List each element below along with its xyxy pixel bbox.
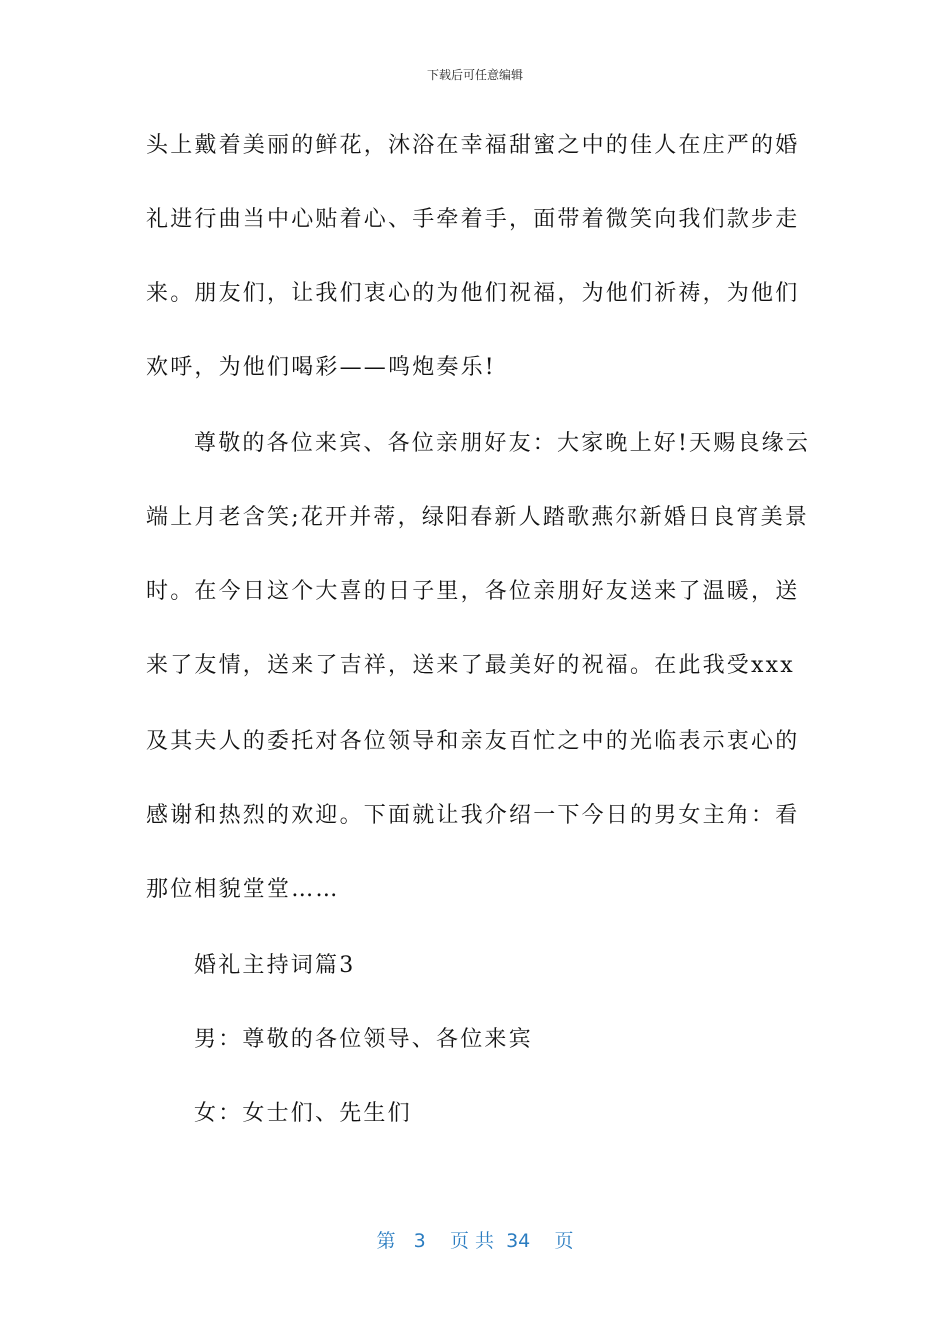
text-line: 端上月老含笑;花开并蒂，绿阳春新人踏歌燕尔新婚日良宵美景 (146, 505, 810, 530)
section-heading: 婚礼主持词篇3 (194, 953, 356, 978)
text-line: 尊敬的各位来宾、各位亲朋好友：大家晚上好!天赐良缘云 (194, 431, 811, 456)
text-line: 感谢和热烈的欢迎。下面就让我介绍一下今日的男女主角：看 (146, 803, 800, 828)
footer-suffix: 页 (554, 1230, 574, 1252)
text-line: 来了友情，送来了吉祥，送来了最美好的祝福。在此我受xxx (146, 653, 795, 678)
text-line: 礼进行曲当中心贴着心、手牵着手，面带着微笑向我们款步走 (146, 207, 800, 232)
text-line: 那位相貌堂堂…… (146, 877, 340, 902)
current-page-number: 3 (413, 1230, 426, 1252)
page-header: 下载后可任意编辑 (426, 68, 523, 82)
footer-middle: 页 共 (449, 1230, 494, 1252)
footer-prefix: 第 (376, 1230, 396, 1252)
text-line: 及其夫人的委托对各位领导和亲友百忙之中的光临表示衷心的 (146, 729, 800, 754)
text-line: 时。在今日这个大喜的日子里，各位亲朋好友送来了温暖，送 (146, 579, 800, 604)
page-footer (0, 1226, 950, 1253)
total-pages-number: 34 (506, 1230, 531, 1252)
text-line: 欢呼，为他们喝彩——鸣炮奏乐! (146, 355, 496, 380)
text-line: 男：尊敬的各位领导、各位来宾 (194, 1027, 533, 1052)
text-line: 来。朋友们，让我们衷心的为他们祝福，为他们祈祷，为他们 (146, 281, 800, 306)
text-line: 女：女士们、先生们 (194, 1101, 412, 1126)
text-line: 头上戴着美丽的鲜花，沐浴在幸福甜蜜之中的佳人在庄严的婚 (146, 133, 800, 158)
